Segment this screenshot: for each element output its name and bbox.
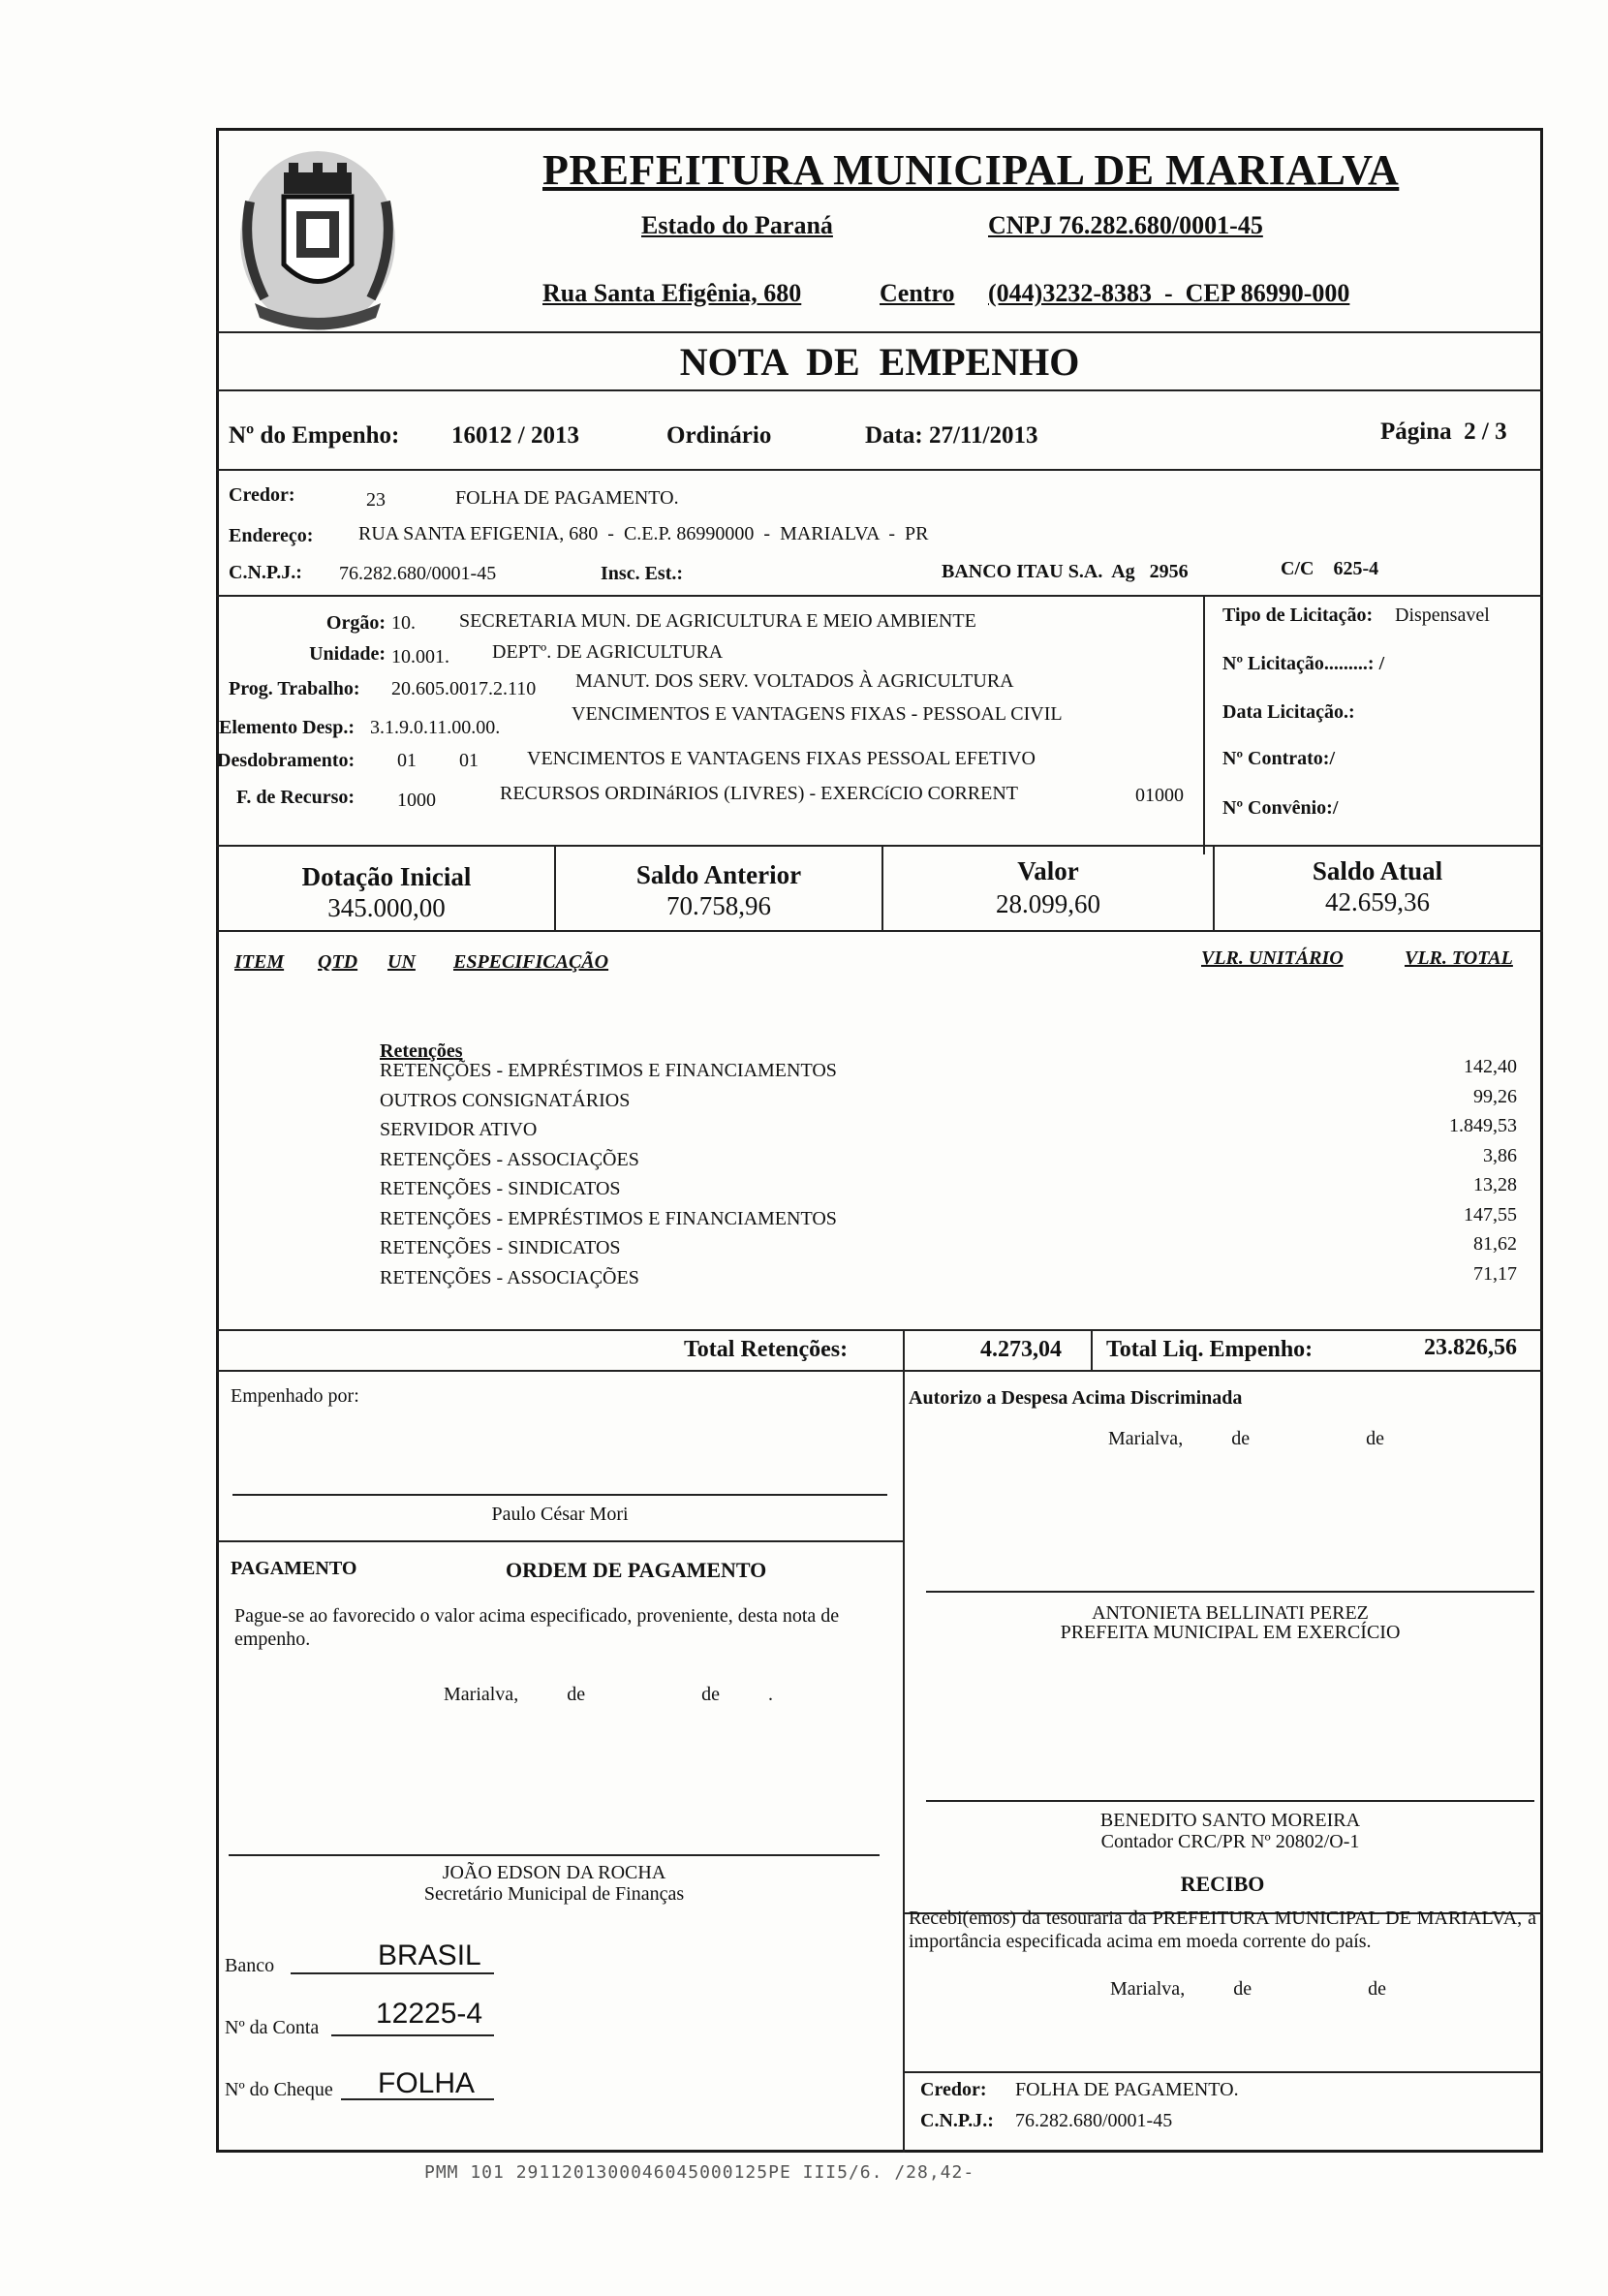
retencao-desc: OUTROS CONSIGNATÁRIOS xyxy=(380,1089,631,1111)
orgao-label: Orgão: xyxy=(325,612,386,634)
page-number: Página 2 / 3 xyxy=(1380,419,1507,445)
recibo-cnpj-label: C.N.P.J.: xyxy=(920,2110,994,2131)
dotacao-inicial-label: Dotação Inicial xyxy=(301,862,472,891)
saldo-anterior-value: 70.758,96 xyxy=(666,891,771,920)
contador-title: Contador CRC/PR Nº 20802/O-1 xyxy=(1100,1831,1360,1852)
header-district: Centro xyxy=(880,279,955,307)
field-line xyxy=(291,1972,494,1974)
state-name: Estado do Paraná xyxy=(641,211,833,239)
divider xyxy=(216,331,1543,333)
list-item xyxy=(380,1233,1523,1267)
divider xyxy=(903,1372,905,2153)
banco-label: Banco xyxy=(225,1955,275,1976)
empenho-number: 16012 / 2013 xyxy=(451,422,579,449)
empenho-date: Data: 27/11/2013 xyxy=(865,422,1038,449)
field-line xyxy=(341,2098,494,2100)
divider xyxy=(216,1540,904,1542)
credor-code: 23 xyxy=(366,489,386,511)
divider xyxy=(216,845,1543,847)
col-especificacao: ESPECIFICAÇÃO xyxy=(453,951,609,973)
numero-contrato: Nº Contrato:/ xyxy=(1222,748,1336,769)
endereco-label: Endereço: xyxy=(229,525,314,546)
col-un: UN xyxy=(387,951,416,973)
retencao-value: 1.849,53 xyxy=(1449,1115,1517,1136)
insc-est-label: Insc. Est.: xyxy=(601,563,684,584)
signature-line xyxy=(232,1494,887,1496)
pague-se-text: Pague-se ao favorecido o valor acima especificado, proveniente, desta nota de empenho. xyxy=(234,1605,840,1650)
fonte-recurso-label: F. de Recurso: xyxy=(236,787,356,808)
retencao-value: 71,17 xyxy=(1473,1262,1517,1285)
autorizo-place-date: Marialva, de de xyxy=(1108,1428,1384,1449)
signature-line xyxy=(229,1854,880,1856)
col-valor-unitario: VLR. UNITÁRIO xyxy=(1201,947,1344,969)
list-item xyxy=(380,1085,1523,1120)
retencao-desc: RETENÇÕES - ASSOCIAÇÕES xyxy=(380,1148,639,1170)
recibo-cnpj-value: 76.282.680/0001-45 xyxy=(1015,2110,1173,2131)
data-licitacao: Data Licitação.: xyxy=(1222,701,1355,723)
tipo-licitacao-label: Tipo de Licitação: xyxy=(1222,605,1374,626)
prog-code: 20.605.0017.2.110 xyxy=(391,678,537,699)
orgao-name: SECRETARIA MUN. DE AGRICULTURA E MEIO AMBIENTE xyxy=(459,610,976,632)
unidade-code: 10.001. xyxy=(391,646,449,667)
prefeita-name: ANTONIETA BELLINATI PEREZ xyxy=(1092,1602,1369,1624)
list-item xyxy=(380,1056,1523,1090)
elemento-label: Elemento Desp.: xyxy=(219,717,355,738)
divider xyxy=(1203,595,1205,854)
desdobramento-name: VENCIMENTOS E VANTAGENS FIXAS PESSOAL EFETIVO xyxy=(527,748,1036,769)
header-phone-cep: (044)3232-8383 - CEP 86990-000 xyxy=(988,279,1350,307)
cheque-value: FOLHA xyxy=(378,2067,476,2099)
list-item xyxy=(380,1115,1523,1149)
retencao-desc: RETENÇÕES - SINDICATOS xyxy=(380,1237,621,1258)
prefeita-title: PREFEITA MUNICIPAL EM EXERCÍCIO xyxy=(1060,1622,1401,1643)
fonte-recurso-code-2: 01000 xyxy=(1135,785,1184,806)
signature-line xyxy=(926,1591,1534,1593)
recibo-credor-value: FOLHA DE PAGAMENTO. xyxy=(1015,2079,1239,2100)
conta-value: 12225-4 xyxy=(376,1998,483,2030)
saldo-atual-label: Saldo Atual xyxy=(1312,856,1443,885)
unidade-label: Unidade: xyxy=(309,643,386,665)
document-title: NOTA DE EMPENHO xyxy=(679,340,1080,384)
prog-name: MANUT. DOS SERV. VOLTADOS À AGRICULTURA xyxy=(575,670,1014,692)
divider xyxy=(216,389,1543,391)
col-item: ITEM xyxy=(234,951,285,973)
header-cnpj: CNPJ 76.282.680/0001-45 xyxy=(988,211,1263,239)
fonte-recurso-name: RECURSOS ORDINáRIOS (LIVRES) - EXERCíCIO CORRENT xyxy=(500,783,1019,804)
divider xyxy=(903,2071,1543,2073)
retencao-value: 142,40 xyxy=(1464,1056,1517,1077)
fonte-recurso-code: 1000 xyxy=(397,790,436,811)
credor-address: RUA SANTA EFIGENIA, 680 - C.E.P. 86990000 - MARIALVA - PR xyxy=(358,523,929,544)
credor-account: C/C 625-4 xyxy=(1281,558,1379,579)
banco-value: BRASIL xyxy=(378,1939,481,1971)
header-address: Rua Santa Efigênia, 680 xyxy=(542,279,802,307)
recibo-text: Recebi(emos) da tesouraria da PREFEITURA MUNICIPAL DE MARIALVA, a importância especificada acima em moeda corrente do país. xyxy=(909,1908,1536,1952)
retencao-value: 99,26 xyxy=(1473,1085,1517,1107)
empenho-number-label: Nº do Empenho: xyxy=(229,422,400,449)
contador-name: BENEDITO SANTO MOREIRA xyxy=(1099,1810,1361,1831)
recibo-credor-label: Credor: xyxy=(920,2079,987,2100)
tipo-licitacao: Dispensavel xyxy=(1395,605,1490,626)
secretario-title: Secretário Municipal de Finanças xyxy=(423,1883,685,1905)
credor-cnpj-label: C.N.P.J.: xyxy=(229,562,302,583)
saldo-atual-value: 42.659,36 xyxy=(1325,887,1430,916)
empenhado-por-signer: Paulo César Mori xyxy=(491,1504,629,1525)
numero-convenio: Nº Convênio:/ xyxy=(1222,797,1339,819)
total-liquido-value: 23.826,56 xyxy=(1424,1335,1517,1360)
retencao-desc: RETENÇÕES - EMPRÉSTIMOS E FINANCIAMENTOS xyxy=(380,1060,837,1081)
divider xyxy=(216,1370,1543,1372)
retencao-desc: RETENÇÕES - SINDICATOS xyxy=(380,1178,621,1199)
elemento-name: VENCIMENTOS E VANTAGENS FIXAS - PESSOAL CIVIL xyxy=(572,703,1063,725)
empenho-type: Ordinário xyxy=(666,422,772,449)
signature-line xyxy=(926,1800,1534,1802)
total-liquido-label: Total Liq. Empenho: xyxy=(1106,1337,1314,1362)
list-item xyxy=(380,1203,1523,1238)
divider xyxy=(1091,1329,1093,1372)
desdobramento-code-2: 01 xyxy=(459,750,479,771)
conta-label: Nº da Conta xyxy=(225,2017,320,2038)
pagamento-label: PAGAMENTO xyxy=(231,1558,357,1579)
orgao-code: 10. xyxy=(391,612,416,634)
col-qtd: QTD xyxy=(318,951,358,973)
retencao-desc: SERVIDOR ATIVO xyxy=(380,1119,538,1140)
credor-label: Credor: xyxy=(229,484,295,506)
total-retencoes-label: Total Retenções: xyxy=(684,1337,849,1362)
credor-name: FOLHA DE PAGAMENTO. xyxy=(455,487,679,509)
desdobramento-code-1: 01 xyxy=(397,750,417,771)
prog-label: Prog. Trabalho: xyxy=(229,678,360,699)
pagamento-place-date: Marialva, de de . xyxy=(444,1684,773,1705)
ordem-pagamento-label: ORDEM DE PAGAMENTO xyxy=(506,1558,767,1582)
divider xyxy=(216,1329,1543,1331)
scan-code: PMM 101 2911201300046045000125PE III5/6. /28,42- xyxy=(424,2162,975,2183)
list-item xyxy=(380,1144,1523,1179)
total-retencoes-value: 4.273,04 xyxy=(980,1337,1062,1362)
retencao-value: 3,86 xyxy=(1483,1144,1517,1166)
retencao-value: 147,55 xyxy=(1464,1203,1517,1226)
desdobramento-label: Desdobramento: xyxy=(217,750,356,771)
numero-licitacao: Nº Licitação.........: / xyxy=(1222,653,1385,674)
recibo-place-date: Marialva, de de xyxy=(1110,1978,1386,2000)
divider xyxy=(216,469,1543,471)
list-item xyxy=(380,1262,1523,1297)
autorizo-label: Autorizo a Despesa Acima Discriminada xyxy=(909,1387,1243,1409)
retencao-desc: RETENÇÕES - ASSOCIAÇÕES xyxy=(380,1266,639,1288)
retencao-value: 13,28 xyxy=(1473,1174,1517,1195)
secretario-name: JOÃO EDSON DA ROCHA xyxy=(442,1862,666,1883)
retencao-value: 81,62 xyxy=(1473,1233,1517,1255)
retencoes-list xyxy=(380,1056,1523,1296)
divider xyxy=(903,1329,905,1372)
unidade-name: DEPTº. DE AGRICULTURA xyxy=(492,641,724,663)
elemento-code: 3.1.9.0.11.00.00. xyxy=(370,717,501,738)
credor-bank: BANCO ITAU S.A. Ag 2956 xyxy=(942,561,1189,582)
empenhado-por-label: Empenhado por: xyxy=(231,1385,359,1407)
field-line xyxy=(331,2034,494,2036)
divider xyxy=(216,930,1543,932)
retencao-desc: RETENÇÕES - EMPRÉSTIMOS E FINANCIAMENTOS xyxy=(380,1207,837,1229)
prefeitura-title: PREFEITURA MUNICIPAL DE MARIALVA xyxy=(542,146,1400,194)
valor-label: Valor xyxy=(1017,856,1079,885)
recibo-title: RECIBO xyxy=(1180,1872,1265,1896)
list-item xyxy=(380,1174,1523,1208)
divider xyxy=(216,595,1543,597)
valor-value: 28.099,60 xyxy=(996,889,1100,918)
cheque-label: Nº do Cheque xyxy=(225,2079,333,2100)
retencoes-title: Retenções xyxy=(380,1040,463,1062)
col-valor-total: VLR. TOTAL xyxy=(1405,947,1513,969)
dotacao-inicial-value: 345.000,00 xyxy=(327,893,446,922)
credor-cnpj: 76.282.680/0001-45 xyxy=(339,563,497,584)
saldo-anterior-label: Saldo Anterior xyxy=(635,860,802,889)
municipal-crest-icon xyxy=(231,143,405,337)
